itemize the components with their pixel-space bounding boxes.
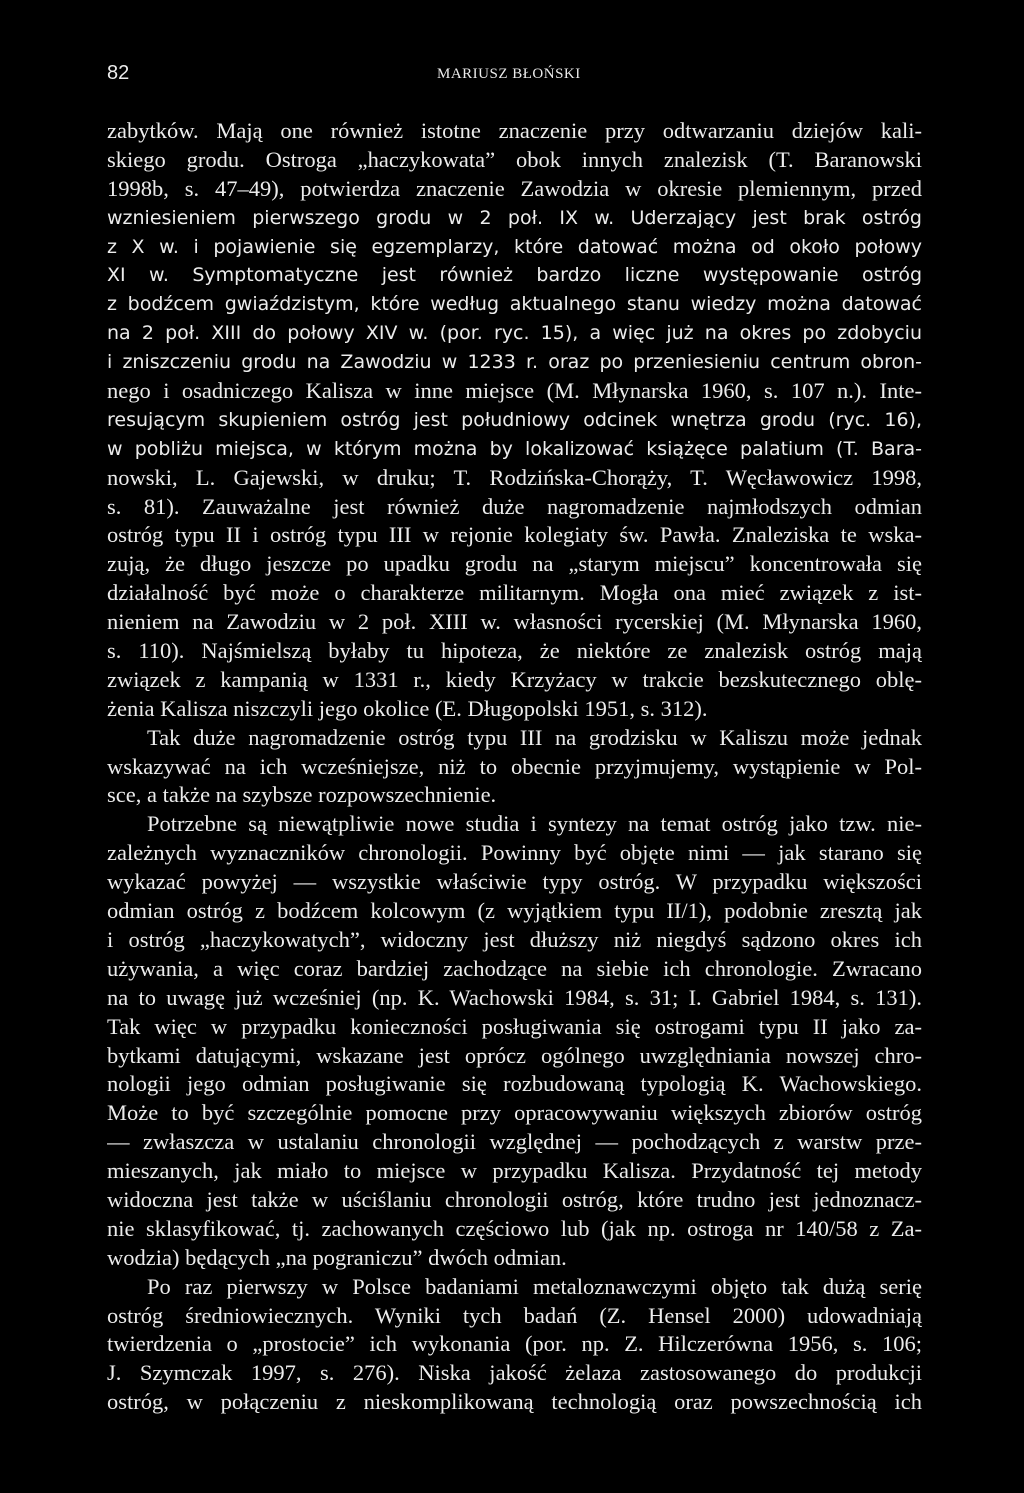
text-line: nego i osadniczego Kalisza w inne miejsce (M. Młynarska 1960, s. 107 n.). Inte- (107, 378, 922, 404)
text-line: odmian ostróg z bodźcem kolcowym (z wyjątkiem typu II/1), podobnie zresztą jak (107, 898, 922, 924)
text-line: Może to być szczególnie pomocne przy opracowywaniu większych zbiorów ostróg (107, 1100, 922, 1126)
text-line: i zniszczeniu grodu na Zawodziu w 1233 r. oraz po przeniesieniu centrum obron- (107, 351, 922, 374)
text-line: na 2 poł. XIII do połowy XIV w. (por. ryc. 15), a więc już na okres po zdobyciu (107, 322, 922, 345)
text-line: ostróg średniowiecznych. Wyniki tych badań (Z. Hensel 2000) udowadniają (107, 1302, 922, 1328)
text-line: J. Szymczak 1997, s. 276). Niska jakość żelaza zastosowanego do produkcji (107, 1360, 922, 1386)
text-line: XI w. Symptomatyczne jest również bardzo liczne występowanie ostróg (107, 264, 922, 287)
page-number: 82 (107, 62, 130, 84)
text-line: twierdzenia o „prostocie” ich wykonania (por. np. Z. Hilczerówna 1956, s. 106; (107, 1331, 922, 1357)
text-line: nieniem na Zawodziu w 2 poł. XIII w. własności rycerskiej (M. Młynarska 1960, (107, 609, 922, 635)
text-line: żenia Kalisza niszczyli jego okolice (E. Długopolski 1951, s. 312). (107, 695, 708, 721)
text-line: s. 81). Zauważalne jest również duże nagromadzenie najmłodszych odmian (107, 493, 922, 519)
text-line: z bodźcem gwiaździstym, które według aktualnego stanu wiedzy można datować (107, 293, 922, 316)
text-line: ostróg, w połączeniu z nieskomplikowaną technologią oraz powszechnością ich (107, 1389, 922, 1415)
text-line: nie sklasyfikować, tj. zachowanych częściowo lub (jak np. ostroga nr 140/58 z Za- (107, 1215, 922, 1241)
text-line: sce, a także na szybsze rozpowszechnienie. (107, 782, 497, 808)
text-line: widoczna jest także w uściślaniu chronologii ostróg, które trudno jest jednoznacz- (107, 1186, 922, 1212)
text-line: skiego grodu. Ostroga „haczykowata” obok innych znalezisk (T. Baranowski (107, 146, 922, 172)
text-line: Po raz pierwszy w Polsce badaniami metaloznawczymi objęto tak dużą serię (147, 1273, 922, 1299)
text-line: bytkami datującymi, wskazane jest oprócz ogólnego uwzględniania nowszej chro- (107, 1042, 922, 1068)
text-line: 1998b, s. 47–49), potwierdza znaczenie Zawodzia w okresie plemiennym, przed (107, 175, 922, 201)
text-line: działalność być może o charakterze militarnym. Mogła ona mieć związek z ist- (107, 580, 922, 606)
text-line: używania, a więc coraz bardziej zachodzące na siebie ich chronologie. Zwracano (107, 955, 922, 981)
text-line: ostróg typu II i ostróg typu III w rejonie kolegiaty św. Pawła. Znaleziska te wska- (107, 522, 922, 548)
text-line: w pobliżu miejsca, w którym można by lokalizować książęce palatium (T. Bara- (107, 437, 922, 460)
text-line: Tak duże nagromadzenie ostróg typu III na grodzisku w Kaliszu może jednak (147, 724, 922, 750)
text-line: wzniesieniem pierwszego grodu w 2 poł. IX w. Uderzający jest brak ostróg (107, 206, 922, 229)
text-line: związek z kampanią w 1331 r., kiedy Krzyżacy w trakcie bezskutecznego oblę- (107, 666, 922, 692)
text-line: mieszanych, jak miało to miejsce w przypadku Kalisza. Przydatność tej metody (107, 1158, 922, 1184)
running-head: MARIUSZ BŁOŃSKI (437, 66, 581, 82)
text-line: wskazywać na ich wcześniejsze, niż to obecnie przyjmujemy, wystąpienie w Pol- (107, 753, 922, 779)
page-header (107, 62, 922, 92)
text-line: — zwłaszcza w ustalaniu chronologii względnej — pochodzących z warstw prze- (107, 1129, 922, 1155)
text-line: wodzia) będących „na pograniczu” dwóch odmian. (107, 1244, 567, 1270)
text-line: s. 110). Najśmielszą byłaby tu hipoteza, że niektóre ze znalezisk ostróg mają (107, 638, 922, 664)
text-line: zują, że długo jeszcze po upadku grodu na „starym miejscu” koncentrowała się (107, 551, 922, 577)
text-line: nowski, L. Gajewski, w druku; T. Rodzińska-Chorąży, T. Węcławowicz 1998, (107, 464, 922, 490)
body-text (107, 117, 922, 1417)
text-line: z X w. i pojawienie się egzemplarzy, które datować można od około połowy (107, 235, 922, 258)
text-line: Potrzebne są niewątpliwie nowe studia i syntezy na temat ostróg jako tzw. nie- (147, 811, 922, 837)
text-line: na to uwagę już wcześniej (np. K. Wachowski 1984, s. 31; I. Gabriel 1984, s. 131). (107, 984, 922, 1010)
text-line: resującym skupieniem ostróg jest południowy odcinek wnętrza grodu (ryc. 16), (107, 408, 922, 431)
text-line: zabytków. Mają one również istotne znaczenie przy odtwarzaniu dziejów kali- (107, 118, 922, 143)
text-line: nologii jego odmian posługiwanie się rozbudowaną typologią K. Wachowskiego. (107, 1071, 922, 1097)
text-line: Tak więc w przypadku konieczności posługiwania się ostrogami typu II jako za- (107, 1013, 922, 1039)
text-line: wykazać powyżej — wszystkie właściwie typy ostróg. W przypadku większości (107, 869, 922, 895)
text-line: i ostróg „haczykowatych”, widoczny jest dłuższy niż niegdyś sądzono okres ich (107, 926, 922, 952)
text-line: zależnych wyznaczników chronologii. Powinny być objęte nimi — jak starano się (107, 840, 922, 866)
